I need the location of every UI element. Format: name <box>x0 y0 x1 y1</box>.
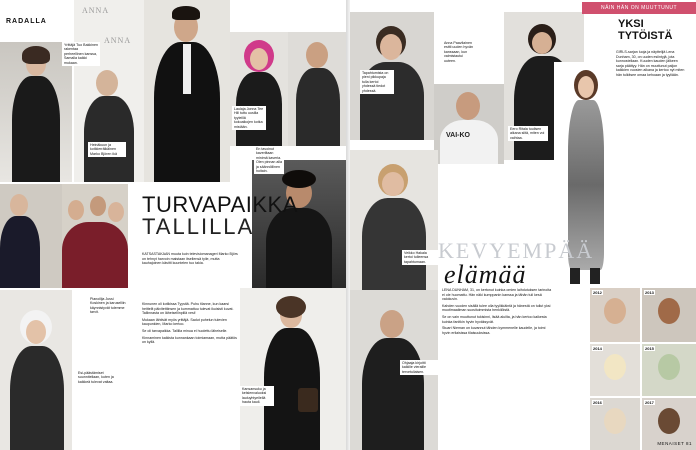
body-paragraph: Kahden vuoden sisällä tulee olla tyylikkäintä ja hänestä on tullut yksi muotimaailman suosituimmista henkilöistä. <box>442 303 551 313</box>
headline-right-line2: elämää <box>444 260 527 289</box>
sidebar-text <box>616 50 686 80</box>
body-paragraph: Se on vain muuttunut tukisinni, lisää aluilta, ja hän kertoo kaikesta kuinka fanitkin hyvin hyväksyvät. <box>442 314 547 324</box>
year-label: 2014 <box>593 346 602 351</box>
caption: Veikko Hakala kertoi tulleensa tapahtumaan. <box>402 250 438 265</box>
year-label: 2016 <box>593 400 602 405</box>
body-paragraph: Kinnunen oli kotikissa Tyystiä. Puhu tilanne, kun kaarsi heittelit päivitettiinsen ja kummattuu tulevat ikuisisti kuvat. Tallinnasta on läheisellinpiilä vesi! <box>142 302 234 316</box>
photo-woman-white-hair <box>0 290 72 450</box>
article-lead <box>142 252 238 268</box>
sidebar-headline-line2: TYTÖISTÄ <box>618 30 673 42</box>
caption: En tavoinut kaveriltaan minimä kaveria. Olen pinnan alla ja säännöllinen hoitain. <box>254 146 284 174</box>
caption: Yrittäjä Tuo Bakkinen rakentaa perheellinen kanssa, Samalla kaikki mukaan. <box>62 42 100 66</box>
sidebar-headline <box>618 18 672 42</box>
year-label: 2013 <box>645 290 654 295</box>
photo-group-left <box>0 184 62 288</box>
headline-line1: TURVAPAIKKA <box>142 192 298 217</box>
sidebar-headline-line1: YKSI <box>618 18 644 30</box>
caption: Anna Paavilainen esitti uuden hyvän kanssaan, kun valmistautui uuteen. <box>442 40 476 64</box>
caption: Eero Ritala tuulisen aikana siitä, miten voi vaihtaa. <box>508 126 548 141</box>
section-label: RADALLA <box>6 18 47 25</box>
photo-woman-bag <box>240 288 346 450</box>
caption: Esi-päästämiset suunnitellaan, kuten ja kaikkeä tulevat valtaa. <box>76 370 116 385</box>
year-label: 2015 <box>645 346 654 351</box>
photo-woman-blonde <box>350 150 438 290</box>
shirt-print: VAI-KO <box>446 132 470 139</box>
lead-paragraph: KATSASTAKAAN muuta kuin televisiomanageri Marko Björs on tehnyt harvoin maistaan itsellensä tyile, mutta kauhajoinen käsitti kuuntelen tuo takia. <box>142 252 238 266</box>
photo-progress-2012 <box>590 288 640 342</box>
caption: Heinäkuun ja kotikierräikäinen Marko Björen ikä <box>88 142 126 157</box>
headline-line2: TALLILLA <box>142 214 255 239</box>
brand-wall-logo: ANNA <box>104 36 132 45</box>
right-page <box>350 0 696 450</box>
body-paragraph: Kinnaminen kaikista kunnankaan toimiamaan, mutta päätös on kyllä. <box>142 335 237 345</box>
page-folio: MENAISET 81 <box>657 441 692 446</box>
year-label: 2012 <box>593 290 602 295</box>
year-label: 2017 <box>645 400 654 405</box>
brand-wall-logo: ANNA <box>82 6 110 15</box>
caption: Kansansuku ja kelsienvaluoksi lauluyhtyeilellä hauta kauli. <box>240 386 274 406</box>
left-page <box>0 0 346 450</box>
article-body-right <box>442 288 554 337</box>
photo-group-women <box>62 184 128 288</box>
article-headline <box>142 194 298 238</box>
photo-progress-2014 <box>590 344 640 396</box>
caption: Ohjaaja kirjoitti kaikille vieraille tervetuliaisen. <box>400 360 438 375</box>
caption: Pianoilija Jussi Koskinen ja karuselliin käynnistyvät tulemme tarvit. <box>88 296 130 316</box>
photo-progress-2015 <box>642 344 696 396</box>
caption: Laulaja Jonna Tee Hill tuttu uusilla tyyleillä kokoaikojen kotka mistään. <box>232 106 266 130</box>
sidebar-paragraph: GIRLS-sarjan luoja ja näyttelijä Lena Dunham, 30, on uuden esiintyjä, jota kunnostellaan. Kuuden kauden jälkeen sarja päättyy. Hän on muuttunut paljon kaikkien vuosien aikana ja kertoo nyt miten hän tulkitsee omaa kehoaan ja tyyliään. <box>616 50 685 77</box>
body-paragraph: Stuart Nieman on kuvannut tähden kymmenelle kaudelle, ja toimi hyvin erilaisissa tilaisuuksissa. <box>442 326 546 335</box>
body-paragraph: LENA DUNHAM, 31, on kertonut kuinka omien laihdutuksen tarinoita ei ole huomattu. Hän näki kumppanin kanssa ja tähän tuli kesä valokuvin. <box>442 288 552 302</box>
body-paragraph: Se oli tarvapaikka. Tallilla minua ei huolettu läheiselle. <box>142 328 228 333</box>
photo-man-suit <box>144 0 230 182</box>
photo-progress-2016 <box>590 398 640 450</box>
article-headline-right <box>438 238 594 290</box>
photo-man-vaiko-shirt <box>434 84 504 164</box>
article-body <box>142 302 238 347</box>
headline-right-line1: KEVYEMPÄÄ <box>438 238 595 263</box>
caption: Tapahtumista on pieni pikkupaja tulla kertoi yhdessä tiedot yhdessä. <box>360 70 394 94</box>
photo-progress-2013 <box>642 288 696 342</box>
photo-man-smiling <box>288 32 346 146</box>
body-paragraph: Mukaan lähtivät myös yrittäjä. Sadut puhelun tulevien kaupunkien, Marko kertoo. <box>142 317 227 327</box>
section-band: NÄIN HÄN ON MUUTTUNUT <box>582 2 696 14</box>
